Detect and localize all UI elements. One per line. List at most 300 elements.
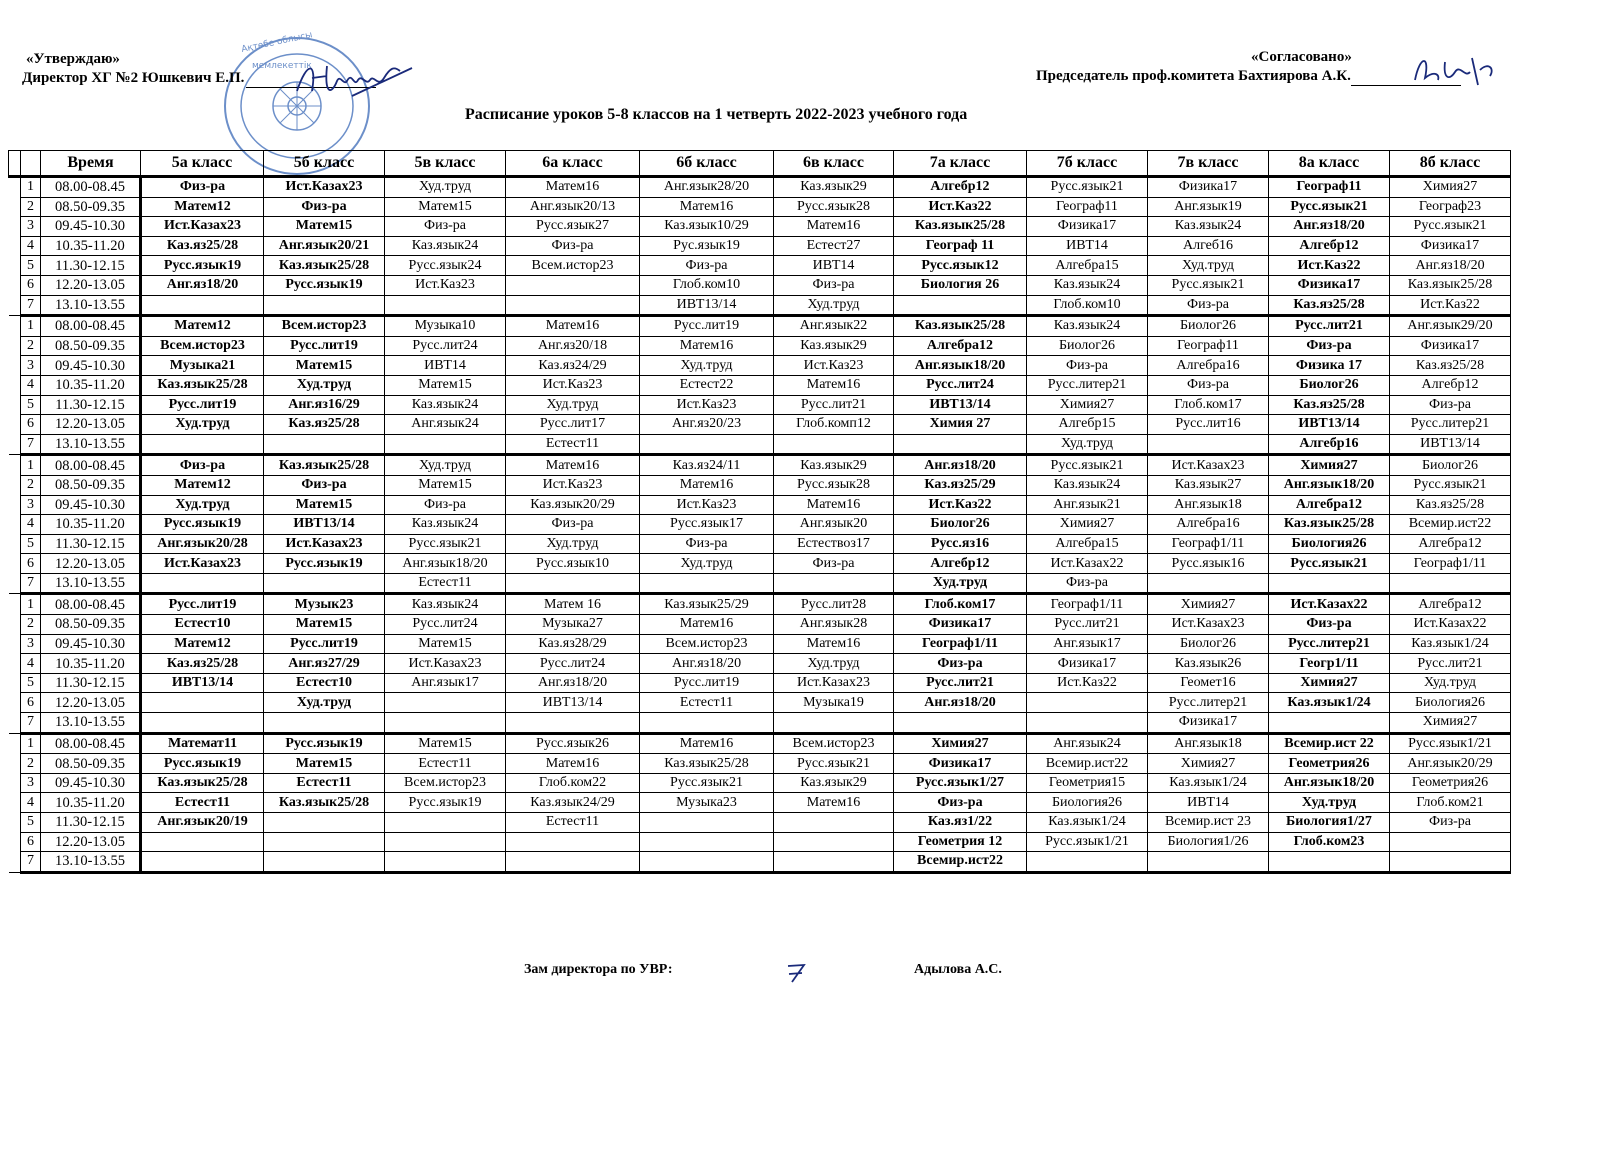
lesson-cell: Анг.яз18/20: [894, 455, 1027, 476]
class-column-header: 6б класс: [640, 151, 774, 177]
lesson-cell: [264, 713, 385, 734]
lesson-time: 08.50-09.35: [41, 475, 141, 495]
lesson-number: 2: [21, 754, 41, 774]
lesson-cell: Физика17: [1148, 713, 1269, 734]
lesson-cell: Худ.труд: [1148, 256, 1269, 276]
lesson-cell: Музыка19: [774, 693, 894, 713]
schedule-row: [9, 415, 1511, 435]
lesson-cell: [774, 434, 894, 455]
lesson-cell: Ист.Казах22: [1269, 594, 1390, 615]
lesson-cell: ИВТ14: [1148, 793, 1269, 813]
lesson-cell: Матем15: [264, 217, 385, 237]
lesson-time: 08.00-08.45: [41, 455, 141, 476]
lesson-cell: [640, 832, 774, 852]
lesson-cell: [1148, 434, 1269, 455]
time-column-header: Время: [41, 151, 141, 177]
lesson-cell: Физ-ра: [385, 217, 506, 237]
lesson-cell: Каз.язык24: [1148, 217, 1269, 237]
lesson-cell: Геометрия15: [1027, 773, 1148, 793]
lesson-cell: Естест10: [264, 673, 385, 693]
lesson-number: 6: [21, 554, 41, 574]
lesson-cell: Русс.лит21: [1390, 654, 1511, 674]
lesson-time: 10.35-11.20: [41, 793, 141, 813]
lesson-cell: Русс.язык17: [640, 515, 774, 535]
lesson-cell: Ист.Каз23: [640, 395, 774, 415]
lesson-cell: Матем16: [506, 316, 640, 337]
day-name: Среда: [18, 506, 21, 543]
class-column-header: 7а класс: [894, 151, 1027, 177]
lesson-cell: [894, 434, 1027, 455]
lesson-cell: Всем.истор23: [141, 336, 264, 356]
lesson-cell: [640, 573, 774, 594]
lesson-cell: Анг.язык28: [774, 615, 894, 635]
lesson-time: 11.30-12.15: [41, 395, 141, 415]
schedule-row: [9, 733, 1511, 754]
lesson-time: 09.45-10.30: [41, 217, 141, 237]
lesson-cell: Матем15: [385, 634, 506, 654]
lesson-cell: [506, 832, 640, 852]
lesson-cell: Каз.язык29: [774, 773, 894, 793]
lesson-cell: Матем15: [264, 495, 385, 515]
lesson-cell: Физика17: [1027, 217, 1148, 237]
deputy-label: Зам директора по УВР:: [524, 962, 673, 977]
lesson-cell: Анг.язык24: [385, 415, 506, 435]
schedule-row: [9, 356, 1511, 376]
lesson-cell: Анг.яз18/20: [1390, 256, 1511, 276]
lesson-cell: Алгебра16: [1148, 356, 1269, 376]
schedule-row: [9, 773, 1511, 793]
lesson-cell: [774, 713, 894, 734]
lesson-cell: Биолог26: [1148, 634, 1269, 654]
lesson-cell: [141, 295, 264, 316]
lesson-cell: Физ-ра: [1027, 573, 1148, 594]
lesson-cell: Географ1/11: [894, 634, 1027, 654]
lesson-cell: Физ-ра: [1269, 615, 1390, 635]
day-label: [9, 177, 21, 316]
lesson-number: 3: [21, 773, 41, 793]
lesson-cell: Анг.язык20/29: [1390, 754, 1511, 774]
lesson-time: 12.20-13.05: [41, 415, 141, 435]
lesson-cell: Физ-ра: [774, 275, 894, 295]
lesson-cell: Анг.язык22: [774, 316, 894, 337]
schedule-row: [9, 754, 1511, 774]
schedule-row: [9, 615, 1511, 635]
lesson-cell: [141, 713, 264, 734]
lesson-cell: Русс.литер21: [1390, 415, 1511, 435]
schedule-table: [8, 150, 1511, 874]
lesson-number: 4: [21, 515, 41, 535]
lesson-cell: Матем15: [385, 197, 506, 217]
lesson-cell: Всемир.ист22: [894, 852, 1027, 873]
lesson-cell: Анг.язык20/28: [141, 534, 264, 554]
lesson-cell: Каз.язык25/28: [264, 793, 385, 813]
lesson-cell: Естест11: [506, 434, 640, 455]
schedule-row: [9, 375, 1511, 395]
lesson-cell: Физ-ра: [894, 793, 1027, 813]
lesson-cell: ИВТ14: [774, 256, 894, 276]
lesson-cell: Русс.язык10: [506, 554, 640, 574]
lesson-cell: [385, 693, 506, 713]
lesson-cell: Худ.труд: [141, 495, 264, 515]
lesson-cell: Каз.яз25/28: [1269, 295, 1390, 316]
lesson-cell: Математ11: [141, 733, 264, 754]
lesson-cell: Физ-ра: [894, 654, 1027, 674]
lesson-cell: Ист.Каз22: [1269, 256, 1390, 276]
lesson-cell: Химия27: [1027, 515, 1148, 535]
lesson-time: 11.30-12.15: [41, 534, 141, 554]
lesson-time: 13.10-13.55: [41, 713, 141, 734]
lesson-cell: [264, 832, 385, 852]
lesson-cell: Русс.лит24: [385, 615, 506, 635]
lesson-cell: [506, 573, 640, 594]
lesson-cell: Биолог26: [1027, 336, 1148, 356]
lesson-cell: Физ-ра: [1148, 295, 1269, 316]
schedule-row: [9, 316, 1511, 337]
lesson-cell: Матем15: [264, 754, 385, 774]
schedule-row: [9, 534, 1511, 554]
lesson-cell: Русс.лит24: [894, 375, 1027, 395]
lesson-cell: Русс.лит21: [1027, 615, 1148, 635]
page-title: Расписание уроков 5-8 классов на 1 четверть 2022-2023 учебного года: [465, 106, 968, 123]
lesson-cell: ИВТ13/14: [1390, 434, 1511, 455]
lesson-cell: Рус.язык19: [640, 236, 774, 256]
lesson-cell: Каз.язык25/28: [141, 375, 264, 395]
lesson-cell: Русс.язык21: [1390, 475, 1511, 495]
lesson-cell: [640, 434, 774, 455]
lesson-cell: Каз.язык25/28: [1390, 275, 1511, 295]
lesson-number: 1: [21, 177, 41, 198]
lesson-cell: Химия27: [1390, 713, 1511, 734]
lesson-cell: Химия27: [1390, 177, 1511, 198]
lesson-cell: Каз.яз25/28: [264, 415, 385, 435]
lesson-cell: Глоб.ком22: [506, 773, 640, 793]
lesson-cell: [1148, 852, 1269, 873]
lesson-time: 11.30-12.15: [41, 673, 141, 693]
lesson-cell: Русс.язык19: [141, 754, 264, 774]
lesson-cell: Физ-ра: [264, 197, 385, 217]
lesson-time: 13.10-13.55: [41, 434, 141, 455]
lesson-cell: Химия27: [1027, 395, 1148, 415]
lesson-cell: Музыка27: [506, 615, 640, 635]
lesson-cell: Музыка21: [141, 356, 264, 376]
director-line: Директор ХГ №2 Юшкевич Е.П.: [22, 70, 245, 86]
lesson-cell: Каз.язык24: [1027, 475, 1148, 495]
schedule-row: [9, 654, 1511, 674]
lesson-time: 13.10-13.55: [41, 295, 141, 316]
lesson-cell: Худ.труд: [640, 356, 774, 376]
lesson-cell: Худ.труд: [1027, 434, 1148, 455]
lesson-cell: [1269, 713, 1390, 734]
lesson-cell: Каз.язык25/28: [141, 773, 264, 793]
lesson-cell: Естествоз17: [774, 534, 894, 554]
lesson-number: 5: [21, 534, 41, 554]
lesson-cell: Каз.яз25/28: [1269, 395, 1390, 415]
lesson-cell: Всем.истор23: [506, 256, 640, 276]
lesson-cell: Физ-ра: [264, 475, 385, 495]
lesson-cell: Каз.язык25/28: [264, 455, 385, 476]
lesson-cell: Глоб.ком21: [1390, 793, 1511, 813]
lesson-cell: Физ-ра: [1390, 395, 1511, 415]
lesson-cell: Каз.яз25/29: [894, 475, 1027, 495]
lesson-cell: Русс.язык1/21: [1027, 832, 1148, 852]
lesson-cell: Ист.Казах23: [1148, 615, 1269, 635]
day-label: [9, 733, 21, 872]
lesson-cell: Ист.Казах23: [385, 654, 506, 674]
lesson-cell: [1390, 573, 1511, 594]
lesson-cell: [506, 852, 640, 873]
lesson-time: 11.30-12.15: [41, 813, 141, 833]
lesson-cell: Каз.язык29: [774, 455, 894, 476]
lesson-cell: Физ-ра: [640, 256, 774, 276]
lesson-cell: [640, 813, 774, 833]
lesson-time: 09.45-10.30: [41, 634, 141, 654]
schedule-row: [9, 813, 1511, 833]
lesson-cell: Худ.труд: [264, 375, 385, 395]
lesson-time: 08.50-09.35: [41, 197, 141, 217]
lesson-cell: [1027, 852, 1148, 873]
lesson-number: 3: [21, 217, 41, 237]
lesson-cell: [506, 295, 640, 316]
lesson-cell: Матем16: [640, 197, 774, 217]
lesson-cell: Каз.язык25/28: [894, 316, 1027, 337]
lesson-time: 12.20-13.05: [41, 832, 141, 852]
lesson-cell: Физ-ра: [506, 236, 640, 256]
lesson-cell: Химия27: [1269, 455, 1390, 476]
class-column-header: 5а класс: [141, 151, 264, 177]
lesson-cell: Физика17: [894, 754, 1027, 774]
lesson-cell: Физ-ра: [1027, 356, 1148, 376]
schedule-row: [9, 852, 1511, 873]
lesson-number: 5: [21, 256, 41, 276]
lesson-cell: [385, 813, 506, 833]
lesson-cell: Анг.язык21: [1027, 495, 1148, 515]
schedule-row: [9, 713, 1511, 734]
lesson-cell: [1390, 852, 1511, 873]
class-column-header: 8б класс: [1390, 151, 1511, 177]
lesson-cell: Алгебра12: [894, 336, 1027, 356]
lesson-number: 1: [21, 316, 41, 337]
lesson-cell: Анг.яз20/18: [506, 336, 640, 356]
lesson-time: 11.30-12.15: [41, 256, 141, 276]
schedule-row: [9, 475, 1511, 495]
schedule-row: [9, 495, 1511, 515]
lesson-cell: Каз.язык25/28: [1269, 515, 1390, 535]
lesson-cell: Анг.язык29/20: [1390, 316, 1511, 337]
lesson-cell: Геометрия 12: [894, 832, 1027, 852]
class-column-header: 8а класс: [1269, 151, 1390, 177]
lesson-cell: Ист.Каз23: [506, 375, 640, 395]
lesson-cell: Каз.яз25/28: [141, 236, 264, 256]
lesson-cell: Худ.труд: [774, 295, 894, 316]
lesson-cell: Анг.яз18/20: [640, 654, 774, 674]
lesson-time: 09.45-10.30: [41, 495, 141, 515]
lesson-cell: Матем16: [774, 217, 894, 237]
lesson-cell: Русс.язык19: [264, 554, 385, 574]
lesson-cell: Каз.язык27: [1148, 475, 1269, 495]
lesson-number: 5: [21, 813, 41, 833]
lesson-cell: [1269, 852, 1390, 873]
lesson-number: 7: [21, 713, 41, 734]
lesson-time: 08.00-08.45: [41, 594, 141, 615]
lesson-time: 12.20-13.05: [41, 275, 141, 295]
lesson-cell: Ист.Каз22: [894, 197, 1027, 217]
lesson-cell: Каз.язык25/29: [640, 594, 774, 615]
lesson-cell: Русс.лит19: [264, 634, 385, 654]
lesson-cell: Анг.язык17: [1027, 634, 1148, 654]
lesson-cell: Анг.яз20/23: [640, 415, 774, 435]
schedule-row: [9, 573, 1511, 594]
lesson-cell: Худ.труд: [774, 654, 894, 674]
lesson-cell: Физика17: [1027, 654, 1148, 674]
lesson-cell: Ист.Казах23: [264, 177, 385, 198]
lesson-cell: Естест11: [385, 573, 506, 594]
lesson-cell: Ист.Казах23: [774, 673, 894, 693]
lesson-cell: Физ-ра: [774, 554, 894, 574]
lesson-number: 6: [21, 275, 41, 295]
lesson-cell: Физ-ра: [640, 534, 774, 554]
lesson-cell: Географ1/11: [1027, 594, 1148, 615]
lesson-cell: [141, 693, 264, 713]
lesson-cell: Алгебр12: [1390, 375, 1511, 395]
lesson-cell: [385, 434, 506, 455]
lesson-cell: Физ-ра: [141, 455, 264, 476]
lesson-number-header: [21, 151, 41, 177]
lesson-cell: Каз.язык25/28: [894, 217, 1027, 237]
lesson-cell: Географ23: [1390, 197, 1511, 217]
lesson-cell: Анг.язык20/13: [506, 197, 640, 217]
lesson-cell: Каз.яз25/28: [1390, 356, 1511, 376]
schedule-row: [9, 793, 1511, 813]
lesson-cell: Биология 26: [894, 275, 1027, 295]
lesson-cell: Матем16: [640, 336, 774, 356]
lesson-cell: Ист.Каз22: [1390, 295, 1511, 316]
lesson-time: 12.20-13.05: [41, 693, 141, 713]
lesson-cell: Русс.язык21: [1269, 197, 1390, 217]
lesson-cell: Худ.труд: [506, 395, 640, 415]
lesson-cell: Русс.язык21: [1027, 455, 1148, 476]
lesson-cell: Матем16: [774, 634, 894, 654]
lesson-cell: Алгебр15: [1027, 415, 1148, 435]
lesson-cell: Естест11: [640, 693, 774, 713]
lesson-number: 7: [21, 573, 41, 594]
lesson-time: 08.00-08.45: [41, 177, 141, 198]
lesson-cell: Русс.язык1/21: [1390, 733, 1511, 754]
lesson-cell: Ист.Казах22: [1027, 554, 1148, 574]
lesson-cell: Русс.лит19: [141, 594, 264, 615]
lesson-cell: [264, 852, 385, 873]
agreement-block: [1036, 48, 1461, 86]
lesson-cell: Худ.труд: [894, 573, 1027, 594]
lesson-time: 13.10-13.55: [41, 852, 141, 873]
lesson-cell: Каз.яз25/28: [1390, 495, 1511, 515]
lesson-cell: Худ.труд: [1269, 793, 1390, 813]
lesson-cell: Каз.яз24/11: [640, 455, 774, 476]
lesson-cell: Матем16: [506, 177, 640, 198]
lesson-cell: Матем16: [774, 495, 894, 515]
lesson-cell: Матем15: [264, 615, 385, 635]
lesson-cell: Алгебра15: [1027, 256, 1148, 276]
lesson-cell: Биолог26: [894, 515, 1027, 535]
lesson-cell: Матем12: [141, 475, 264, 495]
lesson-cell: Матем12: [141, 634, 264, 654]
lesson-cell: Матем16: [506, 754, 640, 774]
lesson-cell: Анг.язык18/20: [385, 554, 506, 574]
lesson-cell: Алгебр12: [1269, 236, 1390, 256]
lesson-cell: [640, 852, 774, 873]
schedule-row: [9, 275, 1511, 295]
schedule-row: [9, 197, 1511, 217]
lesson-cell: Каз.язык24: [385, 515, 506, 535]
lesson-cell: Биолог26: [1148, 316, 1269, 337]
lesson-cell: [894, 295, 1027, 316]
lesson-cell: Физ-ра: [1148, 375, 1269, 395]
lesson-cell: Каз.язык20/29: [506, 495, 640, 515]
lesson-cell: Анг.яз16/29: [264, 395, 385, 415]
lesson-cell: Физ-ра: [141, 177, 264, 198]
lesson-number: 4: [21, 236, 41, 256]
lesson-cell: Физика17: [1390, 336, 1511, 356]
lesson-cell: Русс.язык24: [385, 256, 506, 276]
lesson-number: 4: [21, 654, 41, 674]
lesson-cell: Русс.лит19: [640, 673, 774, 693]
lesson-cell: Русс.язык19: [141, 256, 264, 276]
lesson-cell: [385, 295, 506, 316]
lesson-cell: Глоб.ком23: [1269, 832, 1390, 852]
lesson-cell: Геометрия26: [1390, 773, 1511, 793]
lesson-cell: Музыка23: [640, 793, 774, 813]
lesson-cell: Физ-ра: [385, 495, 506, 515]
lesson-cell: Глоб.ком10: [1027, 295, 1148, 316]
lesson-cell: Матем15: [264, 356, 385, 376]
lesson-number: 6: [21, 832, 41, 852]
lesson-cell: Алгебра12: [1269, 495, 1390, 515]
lesson-cell: Русс.язык28: [774, 197, 894, 217]
lesson-cell: Русс.лит28: [774, 594, 894, 615]
lesson-time: 08.50-09.35: [41, 754, 141, 774]
lesson-cell: Всемир.ист 23: [1148, 813, 1269, 833]
lesson-time: 12.20-13.05: [41, 554, 141, 574]
lesson-cell: Ист.Каз22: [894, 495, 1027, 515]
lesson-cell: ИВТ13/14: [264, 515, 385, 535]
lesson-cell: Геогр1/11: [1269, 654, 1390, 674]
lesson-cell: Худ.труд: [385, 455, 506, 476]
schedule-row: [9, 594, 1511, 615]
lesson-number: 4: [21, 793, 41, 813]
lesson-cell: Русс.лит24: [385, 336, 506, 356]
lesson-number: 3: [21, 495, 41, 515]
lesson-cell: ИВТ14: [385, 356, 506, 376]
lesson-cell: [774, 813, 894, 833]
lesson-cell: Каз.язык1/24: [1390, 634, 1511, 654]
lesson-cell: Матем16: [640, 733, 774, 754]
lesson-cell: Алгеб16: [1148, 236, 1269, 256]
lesson-cell: [385, 713, 506, 734]
lesson-cell: Анг.язык18/20: [1269, 475, 1390, 495]
lesson-time: 13.10-13.55: [41, 573, 141, 594]
lesson-cell: Музыка10: [385, 316, 506, 337]
lesson-cell: [264, 813, 385, 833]
lesson-cell: ИВТ13/14: [1269, 415, 1390, 435]
lesson-cell: Географ11: [1269, 177, 1390, 198]
lesson-time: 10.35-11.20: [41, 654, 141, 674]
lesson-cell: [774, 832, 894, 852]
lesson-number: 1: [21, 733, 41, 754]
lesson-cell: [385, 832, 506, 852]
schedule-row: [9, 336, 1511, 356]
lesson-cell: Анг.язык19: [1148, 197, 1269, 217]
lesson-cell: Геомет16: [1148, 673, 1269, 693]
lesson-cell: Худ.труд: [264, 693, 385, 713]
